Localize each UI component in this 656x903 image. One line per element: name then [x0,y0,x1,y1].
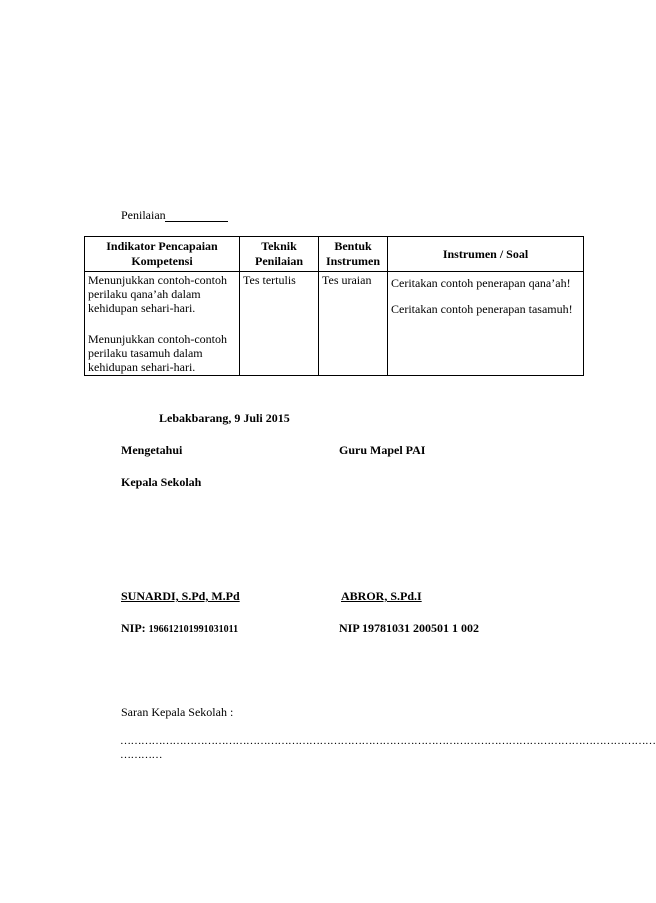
kepala-name: SUNARDI, S.Pd, M.Pd [121,589,240,603]
saran-dots-line-2: ………… [120,749,162,761]
header-instrumen: Instrumen / Soal [388,237,584,272]
guru-title: Guru Mapel PAI [339,443,426,457]
cell-bentuk: Tes uraian [319,272,388,376]
mengetahui-label: Mengetahui [121,443,183,457]
guru-nip: NIP 19781031 200501 1 002 [339,621,480,635]
soal-text-2: Ceritakan contoh penerapan tasamuh! [391,302,573,316]
guru-name: ABROR, S.Pd.I [341,589,422,603]
assessment-table [84,236,584,376]
place-date: Lebakbarang, 9 Juli 2015 [159,411,290,425]
kepala-title: Kepala Sekolah [121,475,202,489]
indikator-text-1: Menunjukkan contoh-contoh perilaku qana’ah dalam kehidupan sehari-hari. [88,273,227,315]
soal-text-1: Ceritakan contoh penerapan qana’ah! [391,276,571,290]
kepala-nip-label: NIP: [121,621,146,635]
indikator-text-2: Menunjukkan contoh-contoh perilaku tasamuh dalam kehidupan sehari-hari. [88,332,227,374]
table-header-row [85,237,584,272]
table-row [85,272,584,376]
header-teknik: Teknik Penilaian [240,237,319,272]
cell-indikator [85,272,240,376]
header-bentuk: Bentuk Instrumen [319,237,388,272]
cell-teknik: Tes tertulis [240,272,319,376]
kepala-nip-number: 196612101991031011 [148,624,239,635]
penilaian-label: Penilaian [121,208,166,222]
cell-soal [388,272,584,376]
saran-dots-line-1: ……………………………………………………………………………………………………………………………………… [120,735,656,747]
saran-label: Saran Kepala Sekolah : [121,705,234,719]
kepala-nip [121,621,238,636]
header-indikator: Indikator Pencapaian Kompetensi [85,237,240,272]
penilaian-underline [165,221,228,222]
